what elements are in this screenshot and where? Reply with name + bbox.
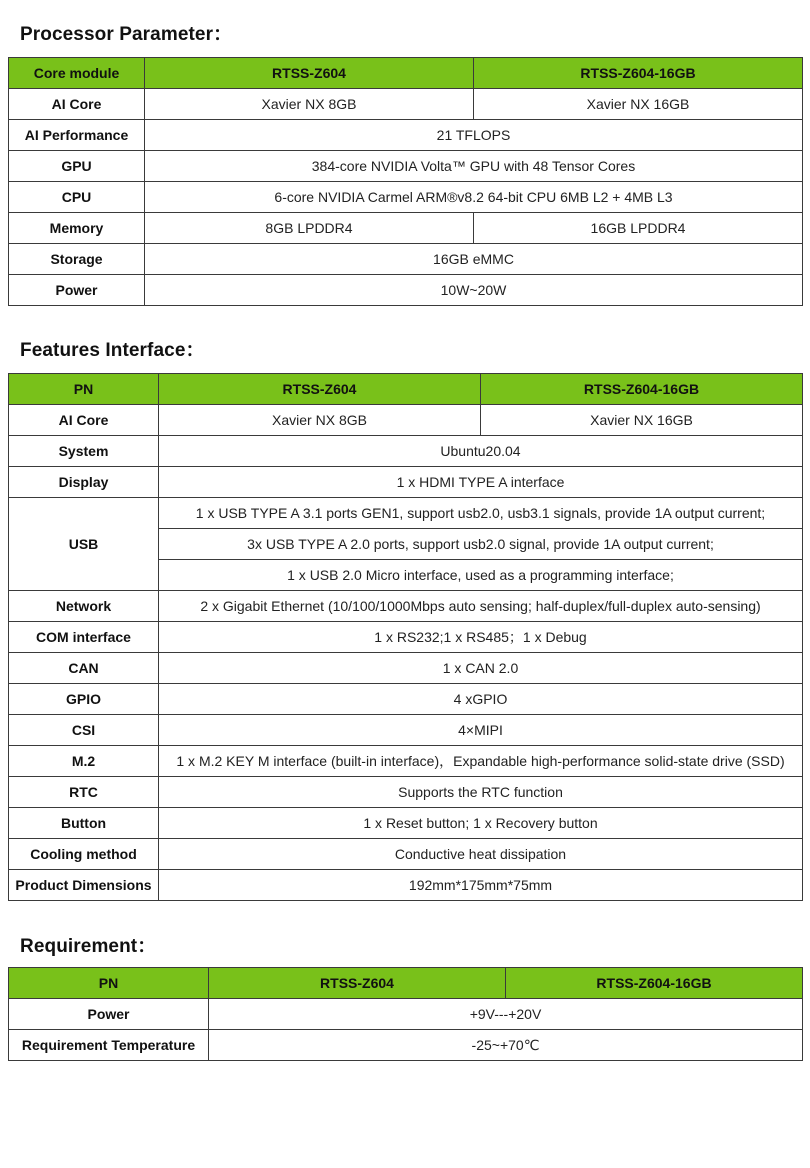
header-cell: RTSS-Z604-16GB bbox=[474, 58, 803, 89]
row-value: 10W~20W bbox=[145, 275, 803, 306]
table-row bbox=[9, 746, 803, 777]
processor-header-row bbox=[9, 58, 803, 89]
row-label: CAN bbox=[9, 653, 159, 684]
requirement-table bbox=[8, 967, 803, 1061]
row-value: -25~+70℃ bbox=[209, 1030, 803, 1061]
table-row bbox=[9, 1030, 803, 1061]
features-table bbox=[8, 373, 803, 901]
table-row bbox=[9, 653, 803, 684]
row-label: COM interface bbox=[9, 622, 159, 653]
header-cell: RTSS-Z604-16GB bbox=[481, 374, 803, 405]
row-value: 2 x Gigabit Ethernet (10/100/1000Mbps auto sensing; half-duplex/full-duplex auto-sensing) bbox=[159, 591, 803, 622]
row-label: AI Core bbox=[9, 405, 159, 436]
row-label: CPU bbox=[9, 182, 145, 213]
row-value: 1 x CAN 2.0 bbox=[159, 653, 803, 684]
table-row bbox=[9, 684, 803, 715]
requirement-header-row bbox=[9, 968, 803, 999]
header-cell: RTSS-Z604 bbox=[159, 374, 481, 405]
table-row bbox=[9, 405, 803, 436]
table-row bbox=[9, 275, 803, 306]
row-label: Product Dimensions bbox=[9, 870, 159, 901]
row-label: System bbox=[9, 436, 159, 467]
row-value: 8GB LPDDR4 bbox=[145, 213, 474, 244]
row-value: 1 x M.2 KEY M interface (built-in interface)，Expandable high-performance solid-state drive (SSD) bbox=[159, 746, 803, 777]
row-value: 384-core NVIDIA Volta™ GPU with 48 Tensor Cores bbox=[145, 151, 803, 182]
table-row bbox=[9, 182, 803, 213]
table-row bbox=[9, 999, 803, 1030]
row-label: RTC bbox=[9, 777, 159, 808]
header-cell: RTSS-Z604 bbox=[209, 968, 506, 999]
row-label: Cooling method bbox=[9, 839, 159, 870]
table-row bbox=[9, 591, 803, 622]
row-value: Xavier NX 8GB bbox=[159, 405, 481, 436]
row-value: 1 x USB 2.0 Micro interface, used as a programming interface; bbox=[159, 560, 803, 591]
features-header-row bbox=[9, 374, 803, 405]
row-label: AI Core bbox=[9, 89, 145, 120]
row-label: M.2 bbox=[9, 746, 159, 777]
table-row bbox=[9, 244, 803, 275]
row-label: GPU bbox=[9, 151, 145, 182]
row-value: 4 xGPIO bbox=[159, 684, 803, 715]
row-label: Network bbox=[9, 591, 159, 622]
row-label: Memory bbox=[9, 213, 145, 244]
header-cell: PN bbox=[9, 968, 209, 999]
row-value: 1 x RS232;1 x RS485；1 x Debug bbox=[159, 622, 803, 653]
row-label: USB bbox=[9, 498, 159, 591]
row-value: Conductive heat dissipation bbox=[159, 839, 803, 870]
header-cell: PN bbox=[9, 374, 159, 405]
row-value: 16GB LPDDR4 bbox=[474, 213, 803, 244]
table-row bbox=[9, 151, 803, 182]
table-row bbox=[9, 777, 803, 808]
row-value: 6-core NVIDIA Carmel ARM®v8.2 64-bit CPU 6MB L2 + 4MB L3 bbox=[145, 182, 803, 213]
row-label: GPIO bbox=[9, 684, 159, 715]
row-label: Power bbox=[9, 275, 145, 306]
table-row bbox=[9, 870, 803, 901]
row-label: Requirement Temperature bbox=[9, 1030, 209, 1061]
features-section-title: Features Interface： bbox=[20, 340, 205, 361]
row-label: Display bbox=[9, 467, 159, 498]
row-label: AI Performance bbox=[9, 120, 145, 151]
table-row bbox=[9, 808, 803, 839]
table-row bbox=[9, 715, 803, 746]
processor-table bbox=[8, 57, 803, 306]
processor-section-title: Processor Parameter： bbox=[20, 24, 233, 45]
row-value: Ubuntu20.04 bbox=[159, 436, 803, 467]
table-row bbox=[9, 120, 803, 151]
header-cell: RTSS-Z604 bbox=[145, 58, 474, 89]
row-value: Xavier NX 16GB bbox=[481, 405, 803, 436]
table-row bbox=[9, 436, 803, 467]
row-value: Xavier NX 8GB bbox=[145, 89, 474, 120]
row-value: 4×MIPI bbox=[159, 715, 803, 746]
row-label: Storage bbox=[9, 244, 145, 275]
row-value: 1 x USB TYPE A 3.1 ports GEN1, support usb2.0, usb3.1 signals, provide 1A output current; bbox=[159, 498, 803, 529]
table-row bbox=[9, 467, 803, 498]
row-value: 16GB eMMC bbox=[145, 244, 803, 275]
row-label: Button bbox=[9, 808, 159, 839]
header-cell: Core module bbox=[9, 58, 145, 89]
row-value: 1 x Reset button; 1 x Recovery button bbox=[159, 808, 803, 839]
row-value: Xavier NX 16GB bbox=[474, 89, 803, 120]
row-value: 1 x HDMI TYPE A interface bbox=[159, 467, 803, 498]
table-row bbox=[9, 213, 803, 244]
row-value: 21 TFLOPS bbox=[145, 120, 803, 151]
row-value: Supports the RTC function bbox=[159, 777, 803, 808]
table-row bbox=[9, 839, 803, 870]
table-row bbox=[9, 622, 803, 653]
header-cell: RTSS-Z604-16GB bbox=[506, 968, 803, 999]
row-label: CSI bbox=[9, 715, 159, 746]
row-label: Power bbox=[9, 999, 209, 1030]
table-row bbox=[9, 498, 803, 529]
requirement-section-title: Requirement： bbox=[20, 936, 157, 957]
table-row bbox=[9, 89, 803, 120]
row-value: +9V---+20V bbox=[209, 999, 803, 1030]
row-value: 192mm*175mm*75mm bbox=[159, 870, 803, 901]
row-value: 3x USB TYPE A 2.0 ports, support usb2.0 signal, provide 1A output current; bbox=[159, 529, 803, 560]
